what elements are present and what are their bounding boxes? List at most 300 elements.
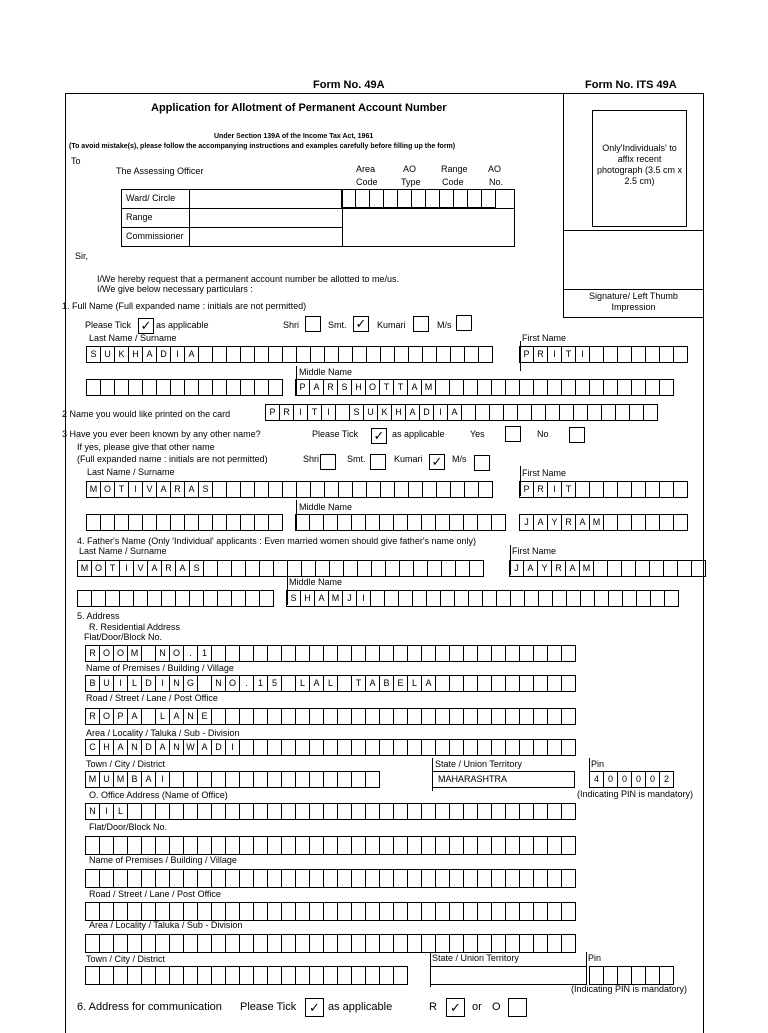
char-box[interactable] — [421, 869, 436, 888]
char-box[interactable] — [281, 739, 296, 756]
char-box[interactable] — [519, 803, 534, 820]
char-box[interactable]: G — [183, 675, 198, 692]
char-box[interactable] — [351, 902, 366, 921]
char-box[interactable] — [589, 346, 604, 363]
char-box[interactable] — [422, 346, 437, 363]
char-box[interactable] — [421, 803, 436, 820]
res-pin-boxes[interactable] — [590, 771, 674, 788]
char-box[interactable] — [545, 404, 560, 421]
char-box[interactable] — [169, 836, 184, 855]
char-box[interactable]: D — [211, 739, 226, 756]
char-box[interactable] — [505, 739, 520, 756]
char-box[interactable] — [449, 379, 464, 396]
char-box[interactable] — [519, 869, 534, 888]
char-box[interactable] — [380, 481, 395, 498]
char-box[interactable]: P — [519, 481, 534, 498]
char-box[interactable] — [282, 346, 297, 363]
char-box[interactable] — [281, 966, 296, 985]
char-box[interactable] — [351, 836, 366, 855]
char-box[interactable] — [155, 836, 170, 855]
char-box[interactable] — [505, 803, 520, 820]
char-box[interactable] — [310, 346, 325, 363]
char-box[interactable] — [253, 645, 268, 662]
char-box[interactable]: U — [99, 771, 114, 788]
char-box[interactable] — [253, 966, 268, 985]
char-box[interactable] — [505, 379, 520, 396]
char-box[interactable]: P — [265, 404, 280, 421]
char-box[interactable] — [489, 404, 504, 421]
office-road-boxes[interactable] — [86, 902, 576, 921]
char-box[interactable] — [379, 966, 394, 985]
char-box[interactable] — [127, 902, 142, 921]
char-box[interactable] — [183, 836, 198, 855]
char-box[interactable]: T — [561, 481, 576, 498]
char-box[interactable] — [449, 869, 464, 888]
office-name-boxes[interactable] — [86, 803, 576, 820]
char-box[interactable] — [603, 481, 618, 498]
char-box[interactable] — [421, 708, 436, 725]
char-box[interactable]: B — [379, 675, 394, 692]
char-box[interactable] — [343, 560, 358, 577]
char-box[interactable] — [561, 739, 576, 756]
char-box[interactable]: N — [169, 739, 184, 756]
char-box[interactable]: A — [197, 739, 212, 756]
char-box[interactable] — [533, 379, 548, 396]
char-box[interactable]: S — [286, 590, 301, 607]
char-box[interactable] — [212, 379, 227, 396]
char-box[interactable]: Y — [537, 560, 552, 577]
char-box[interactable] — [301, 560, 316, 577]
char-box[interactable]: 0 — [603, 771, 618, 788]
char-box[interactable] — [533, 675, 548, 692]
char-box[interactable] — [561, 836, 576, 855]
char-box[interactable]: A — [169, 708, 184, 725]
char-box[interactable] — [408, 346, 423, 363]
char-box[interactable] — [184, 379, 199, 396]
char-box[interactable] — [477, 836, 492, 855]
char-box[interactable]: L — [155, 708, 170, 725]
char-box[interactable] — [161, 590, 176, 607]
char-box[interactable] — [309, 514, 324, 531]
char-box[interactable] — [295, 836, 310, 855]
char-box[interactable] — [533, 934, 548, 953]
char-box[interactable] — [141, 708, 156, 725]
char-box[interactable] — [650, 590, 665, 607]
char-box[interactable] — [645, 514, 660, 531]
char-box[interactable] — [211, 869, 226, 888]
char-box[interactable] — [225, 645, 240, 662]
char-box[interactable]: N — [211, 675, 226, 692]
char-box[interactable] — [175, 590, 190, 607]
char-box[interactable]: 5 — [267, 675, 282, 692]
char-box[interactable] — [463, 836, 478, 855]
char-box[interactable]: O — [169, 645, 184, 662]
char-box[interactable] — [629, 404, 644, 421]
char-box[interactable] — [324, 346, 339, 363]
q1-shri-checkbox[interactable] — [305, 316, 321, 332]
char-box[interactable]: R — [533, 481, 548, 498]
char-box[interactable] — [197, 966, 212, 985]
char-box[interactable] — [491, 645, 506, 662]
char-box[interactable] — [408, 481, 423, 498]
char-box[interactable] — [491, 739, 506, 756]
char-box[interactable]: R — [85, 645, 100, 662]
char-box[interactable] — [491, 934, 506, 953]
char-box[interactable] — [603, 514, 618, 531]
char-box[interactable]: A — [314, 590, 329, 607]
char-box[interactable] — [622, 590, 637, 607]
char-box[interactable] — [463, 379, 478, 396]
char-box[interactable]: A — [421, 675, 436, 692]
char-box[interactable] — [450, 481, 465, 498]
char-box[interactable] — [155, 803, 170, 820]
char-box[interactable] — [127, 803, 142, 820]
char-box[interactable] — [323, 514, 338, 531]
char-box[interactable] — [77, 590, 92, 607]
char-box[interactable] — [225, 803, 240, 820]
char-box[interactable] — [337, 739, 352, 756]
char-box[interactable] — [225, 934, 240, 953]
char-box[interactable] — [463, 514, 478, 531]
char-box[interactable] — [267, 836, 282, 855]
char-box[interactable] — [225, 869, 240, 888]
char-box[interactable] — [295, 771, 310, 788]
char-box[interactable] — [337, 514, 352, 531]
char-box[interactable] — [621, 560, 636, 577]
char-box[interactable] — [267, 934, 282, 953]
char-box[interactable] — [267, 708, 282, 725]
char-box[interactable] — [645, 966, 660, 985]
char-box[interactable]: U — [100, 346, 115, 363]
char-box[interactable] — [211, 645, 226, 662]
char-box[interactable] — [259, 590, 274, 607]
char-box[interactable] — [463, 739, 478, 756]
char-box[interactable] — [254, 379, 269, 396]
char-box[interactable] — [155, 902, 170, 921]
char-box[interactable]: A — [184, 481, 199, 498]
char-box[interactable] — [463, 902, 478, 921]
char-box[interactable] — [351, 803, 366, 820]
char-box[interactable] — [371, 560, 386, 577]
char-box[interactable] — [491, 675, 506, 692]
char-box[interactable] — [552, 590, 567, 607]
char-box[interactable] — [365, 771, 380, 788]
char-box[interactable] — [673, 481, 688, 498]
char-box[interactable] — [183, 902, 198, 921]
char-box[interactable] — [559, 404, 574, 421]
char-box[interactable] — [170, 379, 185, 396]
char-box[interactable]: Y — [547, 514, 562, 531]
char-box[interactable] — [309, 803, 324, 820]
q3-ms-checkbox[interactable] — [474, 455, 490, 471]
char-box[interactable] — [677, 560, 692, 577]
char-box[interactable]: 4 — [589, 771, 604, 788]
char-box[interactable] — [211, 836, 226, 855]
char-box[interactable] — [519, 645, 534, 662]
char-box[interactable] — [561, 645, 576, 662]
char-box[interactable] — [287, 560, 302, 577]
char-box[interactable] — [295, 514, 310, 531]
char-box[interactable] — [491, 902, 506, 921]
char-box[interactable] — [393, 902, 408, 921]
char-box[interactable] — [603, 966, 618, 985]
char-box[interactable] — [449, 645, 464, 662]
char-box[interactable]: A — [309, 379, 324, 396]
char-box[interactable] — [421, 739, 436, 756]
q3-kumari-checkbox[interactable]: ✓ — [429, 454, 445, 470]
char-box[interactable] — [240, 379, 255, 396]
char-box[interactable] — [147, 590, 162, 607]
char-box[interactable] — [211, 934, 226, 953]
char-box[interactable]: L — [295, 675, 310, 692]
char-box[interactable]: I — [99, 803, 114, 820]
char-box[interactable]: M — [113, 771, 128, 788]
char-box[interactable] — [379, 934, 394, 953]
char-box[interactable] — [225, 966, 240, 985]
char-box[interactable]: T — [393, 379, 408, 396]
char-box[interactable] — [141, 803, 156, 820]
char-box[interactable] — [589, 966, 604, 985]
char-box[interactable] — [225, 836, 240, 855]
char-box[interactable] — [253, 902, 268, 921]
char-box[interactable] — [323, 934, 338, 953]
char-box[interactable] — [239, 934, 254, 953]
char-box[interactable] — [268, 514, 283, 531]
char-box[interactable]: B — [127, 771, 142, 788]
char-box[interactable] — [127, 869, 142, 888]
char-box[interactable] — [365, 645, 380, 662]
char-box[interactable] — [435, 836, 450, 855]
char-box[interactable]: E — [393, 675, 408, 692]
char-box[interactable] — [636, 590, 651, 607]
char-box[interactable] — [156, 514, 171, 531]
char-box[interactable] — [440, 590, 455, 607]
char-box[interactable] — [351, 966, 366, 985]
q3-middle-name-boxes[interactable] — [296, 514, 506, 531]
char-box[interactable] — [477, 902, 492, 921]
char-box[interactable]: 0 — [631, 771, 646, 788]
char-box[interactable] — [519, 902, 534, 921]
char-box[interactable]: S — [189, 560, 204, 577]
char-box[interactable] — [421, 645, 436, 662]
char-box[interactable] — [617, 966, 632, 985]
char-box[interactable] — [309, 934, 324, 953]
char-box[interactable]: O — [99, 708, 114, 725]
char-box[interactable] — [384, 590, 399, 607]
char-box[interactable] — [309, 771, 324, 788]
char-box[interactable] — [547, 869, 562, 888]
char-box[interactable] — [239, 869, 254, 888]
char-box[interactable] — [211, 708, 226, 725]
char-box[interactable] — [365, 739, 380, 756]
char-box[interactable] — [259, 560, 274, 577]
char-box[interactable] — [99, 869, 114, 888]
char-box[interactable]: I — [225, 739, 240, 756]
char-box[interactable] — [464, 481, 479, 498]
char-box[interactable] — [477, 934, 492, 953]
char-box[interactable] — [407, 869, 422, 888]
char-box[interactable]: I — [433, 404, 448, 421]
char-box[interactable] — [254, 481, 269, 498]
office-area-boxes[interactable] — [86, 934, 576, 953]
char-box[interactable]: D — [419, 404, 434, 421]
char-box[interactable] — [323, 902, 338, 921]
char-box[interactable] — [85, 934, 100, 953]
char-box[interactable]: I — [293, 404, 308, 421]
char-box[interactable] — [323, 739, 338, 756]
char-box[interactable] — [198, 514, 213, 531]
char-box[interactable] — [100, 379, 115, 396]
char-box[interactable] — [141, 934, 156, 953]
char-box[interactable] — [183, 869, 198, 888]
char-box[interactable] — [309, 836, 324, 855]
char-box[interactable] — [169, 803, 184, 820]
char-box[interactable] — [351, 934, 366, 953]
char-box[interactable] — [477, 803, 492, 820]
char-box[interactable] — [477, 708, 492, 725]
char-box[interactable] — [267, 771, 282, 788]
char-box[interactable] — [385, 560, 400, 577]
char-box[interactable] — [128, 379, 143, 396]
char-box[interactable] — [337, 708, 352, 725]
char-box[interactable] — [547, 902, 562, 921]
char-box[interactable] — [631, 379, 646, 396]
char-box[interactable] — [575, 481, 590, 498]
char-box[interactable] — [119, 590, 134, 607]
char-box[interactable]: M — [421, 379, 436, 396]
q1-first-name-boxes[interactable] — [520, 346, 688, 363]
char-box[interactable] — [295, 803, 310, 820]
res-town-boxes[interactable] — [86, 771, 380, 788]
char-box[interactable] — [463, 645, 478, 662]
char-box[interactable]: V — [142, 481, 157, 498]
char-box[interactable] — [617, 379, 632, 396]
char-box[interactable] — [478, 346, 493, 363]
char-box[interactable]: 1 — [197, 645, 212, 662]
q6-office-checkbox[interactable] — [508, 998, 527, 1017]
char-box[interactable] — [86, 379, 101, 396]
char-box[interactable] — [645, 346, 660, 363]
char-box[interactable] — [533, 869, 548, 888]
char-box[interactable]: E — [197, 708, 212, 725]
char-box[interactable] — [603, 379, 618, 396]
q3-middle-name-tail[interactable] — [520, 514, 688, 531]
char-box[interactable] — [268, 346, 283, 363]
char-box[interactable] — [267, 966, 282, 985]
char-box[interactable]: D — [156, 346, 171, 363]
char-box[interactable] — [267, 803, 282, 820]
q4-first-name-boxes[interactable] — [510, 560, 706, 577]
char-box[interactable] — [449, 803, 464, 820]
char-box[interactable] — [338, 346, 353, 363]
q3-first-name-boxes[interactable] — [520, 481, 688, 498]
char-box[interactable] — [533, 708, 548, 725]
char-box[interactable] — [468, 590, 483, 607]
char-box[interactable] — [351, 514, 366, 531]
q4-last-name-boxes[interactable] — [78, 560, 484, 577]
char-box[interactable] — [169, 966, 184, 985]
char-box[interactable] — [505, 675, 520, 692]
char-box[interactable] — [197, 675, 212, 692]
char-box[interactable] — [365, 803, 380, 820]
char-box[interactable] — [426, 590, 441, 607]
char-box[interactable] — [435, 379, 450, 396]
char-box[interactable] — [547, 803, 562, 820]
char-box[interactable]: M — [579, 560, 594, 577]
char-box[interactable] — [239, 803, 254, 820]
char-box[interactable]: O — [91, 560, 106, 577]
char-box[interactable] — [352, 346, 367, 363]
char-box[interactable] — [351, 869, 366, 888]
char-box[interactable] — [615, 404, 630, 421]
char-box[interactable]: I — [155, 675, 170, 692]
char-box[interactable] — [603, 346, 618, 363]
char-box[interactable] — [113, 966, 128, 985]
char-box[interactable] — [239, 645, 254, 662]
char-box[interactable] — [226, 514, 241, 531]
char-box[interactable] — [198, 346, 213, 363]
char-box[interactable] — [183, 771, 198, 788]
char-box[interactable] — [85, 902, 100, 921]
char-box[interactable] — [379, 869, 394, 888]
char-box[interactable]: P — [113, 708, 128, 725]
char-box[interactable]: A — [156, 481, 171, 498]
char-box[interactable] — [231, 560, 246, 577]
char-box[interactable] — [254, 346, 269, 363]
char-box[interactable] — [673, 346, 688, 363]
char-box[interactable]: R — [161, 560, 176, 577]
char-box[interactable] — [491, 836, 506, 855]
char-box[interactable] — [407, 514, 422, 531]
office-state-field[interactable] — [430, 966, 587, 985]
char-box[interactable] — [357, 560, 372, 577]
char-box[interactable] — [155, 869, 170, 888]
char-box[interactable] — [436, 481, 451, 498]
char-box[interactable] — [295, 645, 310, 662]
char-box[interactable]: A — [405, 404, 420, 421]
char-box[interactable] — [239, 902, 254, 921]
char-box[interactable] — [211, 966, 226, 985]
char-box[interactable]: A — [127, 708, 142, 725]
char-box[interactable] — [268, 481, 283, 498]
char-box[interactable] — [365, 869, 380, 888]
char-box[interactable] — [337, 902, 352, 921]
char-box[interactable] — [99, 836, 114, 855]
char-box[interactable] — [240, 481, 255, 498]
char-box[interactable]: R — [551, 560, 566, 577]
char-box[interactable]: 0 — [645, 771, 660, 788]
char-box[interactable] — [99, 966, 114, 985]
char-box[interactable] — [189, 590, 204, 607]
char-box[interactable] — [691, 560, 706, 577]
char-box[interactable] — [295, 966, 310, 985]
char-box[interactable] — [197, 803, 212, 820]
char-box[interactable] — [323, 708, 338, 725]
char-box[interactable] — [394, 346, 409, 363]
char-box[interactable] — [477, 379, 492, 396]
char-box[interactable] — [393, 803, 408, 820]
char-box[interactable] — [463, 675, 478, 692]
char-box[interactable] — [449, 514, 464, 531]
char-box[interactable] — [469, 560, 484, 577]
char-box[interactable] — [533, 739, 548, 756]
char-box[interactable] — [226, 346, 241, 363]
q1-middle-name-boxes[interactable] — [296, 379, 674, 396]
char-box[interactable]: A — [184, 346, 199, 363]
char-box[interactable] — [211, 902, 226, 921]
char-box[interactable] — [380, 346, 395, 363]
char-box[interactable] — [141, 902, 156, 921]
